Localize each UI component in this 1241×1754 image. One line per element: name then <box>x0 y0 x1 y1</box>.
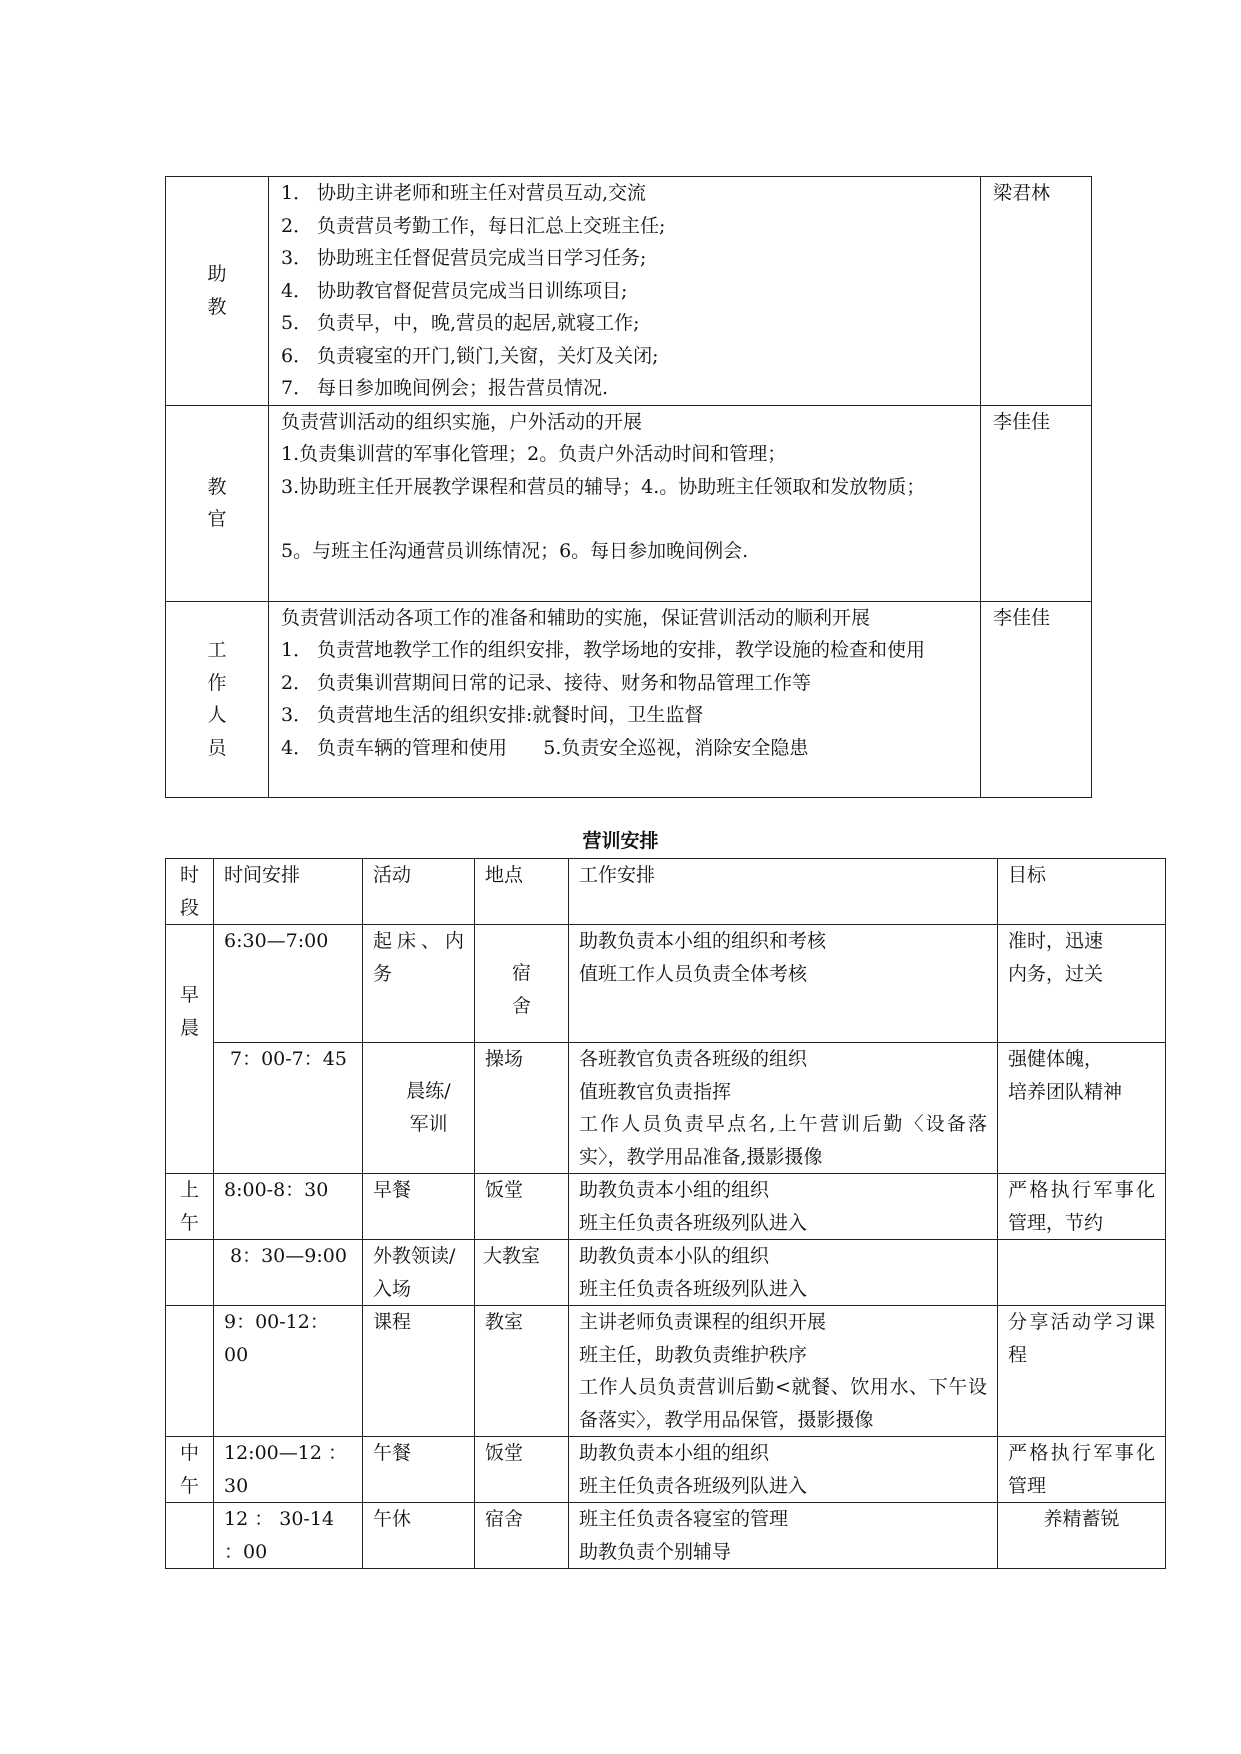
duty-line: 6． 负责寝室的开门,锁门,关窗，关灯及关闭; <box>281 344 659 367</box>
place-cell: 教室 <box>475 1306 569 1437</box>
period-cell: 早 晨 <box>166 925 214 1174</box>
period-cell <box>166 1306 214 1437</box>
activity-cell: 晨练/ 军训 <box>363 1043 475 1174</box>
duty-line: 1.负责集训营的军事化管理；2。负责户外活动时间和管理； <box>281 443 787 465</box>
schedule-row <box>166 1503 1166 1569</box>
schedule-row <box>166 1240 1166 1306</box>
header-work: 工作安排 <box>569 859 998 925</box>
work-cell: 助教负责本小队的组织 班主任负责各班级列队进入 <box>569 1240 998 1306</box>
person-name: 梁君林 <box>981 177 1092 406</box>
duty-line: 3． 负责营地生活的组织安排:就餐时间，卫生监督 <box>281 704 704 726</box>
work-cell: 各班教官负责各班级的组织 值班教官负责指挥 工作人员负责早点名,上午营训后勤〈设备落实〉，教学用品准备,摄影摄像 <box>569 1043 998 1174</box>
time-cell: 6:30—7:00 <box>214 925 363 1043</box>
goal-cell: 严格执行军事化管理，节约 <box>998 1174 1166 1240</box>
work-cell: 助教负责本小组的组织和考核 值班工作人员负责全体考核 <box>569 925 998 1043</box>
roles-table <box>165 176 1092 798</box>
duties-cell <box>269 177 981 406</box>
duty-line: 5． 负责早，中，晚,营员的起居,就寝工作; <box>281 312 640 334</box>
work-cell: 助教负责本小组的组织 班主任负责各班级列队进入 <box>569 1437 998 1503</box>
period-cell: 上 午 <box>166 1174 214 1240</box>
schedule-header-row <box>166 859 1166 925</box>
time-cell: 12 ： 30-14 ：00 <box>214 1503 363 1569</box>
duty-line: 4． 负责车辆的管理和使用 5.负责安全巡视，消除安全隐患 <box>281 736 809 759</box>
goal-cell <box>998 1240 1166 1306</box>
activity-cell: 起床、内务 <box>363 925 475 1043</box>
place-cell: 操场 <box>475 1043 569 1174</box>
goal-cell: 准时，迅速 内务，过关 <box>998 925 1166 1043</box>
header-activity: 活动 <box>363 859 475 925</box>
work-cell: 主讲老师负责课程的组织开展 班主任，助教负责维护秩序 工作人员负责营训后勤<就餐、饮用水、下午设备落实〉，教学用品保管，摄影摄像 <box>569 1306 998 1437</box>
place-cell: 宿舍 <box>475 1503 569 1569</box>
duties-cell <box>269 405 981 601</box>
work-cell: 班主任负责各寝室的管理 助教负责个别辅导 <box>569 1503 998 1569</box>
duty-line: 3.协助班主任开展教学课程和营员的辅导；4.。协助班主任领取和发放物质； <box>281 475 926 498</box>
duty-intro: 负责营训活动的组织实施，户外活动的开展 <box>281 410 643 433</box>
role-cell: 工 作 人 员 <box>166 601 269 797</box>
person-name: 李佳佳 <box>981 601 1092 797</box>
activity-cell: 午餐 <box>363 1437 475 1503</box>
place-cell: 饭堂 <box>475 1174 569 1240</box>
header-period: 时 段 <box>166 859 214 925</box>
duties-cell <box>269 601 981 797</box>
schedule-table <box>165 858 1166 1569</box>
goal-cell: 严格执行军事化管理 <box>998 1437 1166 1503</box>
period-cell <box>166 1240 214 1306</box>
place-cell: 宿 舍 <box>475 925 569 1043</box>
duty-line: 5。与班主任沟通营员训练情况；6。每日参加晚间例会. <box>281 540 749 562</box>
place-cell: 大教室 <box>475 1240 569 1306</box>
header-goal: 目标 <box>998 859 1166 925</box>
work-cell: 助教负责本小组的组织 班主任负责各班级列队进入 <box>569 1174 998 1240</box>
blank-line <box>281 503 972 535</box>
header-place: 地点 <box>475 859 569 925</box>
period-cell: 中 午 <box>166 1437 214 1503</box>
period-cell <box>166 1503 214 1569</box>
role-row-assistant <box>166 177 1092 406</box>
time-cell: 9：00-12：00 <box>214 1306 363 1437</box>
schedule-title: 营训安排 <box>582 830 659 852</box>
duty-line: 7． 每日参加晚间例会；报告营员情况. <box>281 377 609 399</box>
activity-cell: 外教领读/入场 <box>363 1240 475 1306</box>
time-cell: 7：00-7：45 <box>214 1043 363 1174</box>
duty-line: 1． 协助主讲老师和班主任对营员互动,交流 <box>281 182 647 204</box>
duty-line: 1． 负责营地教学工作的组织安排，教学场地的安排，教学设施的检查和使用 <box>281 639 926 661</box>
schedule-row <box>166 1174 1166 1240</box>
schedule-row <box>166 1306 1166 1437</box>
schedule-row <box>166 1437 1166 1503</box>
goal-cell: 强健体魄， 培养团队精神 <box>998 1043 1166 1174</box>
schedule-row <box>166 925 1166 1043</box>
duty-line: 2． 负责集训营期间日常的记录、接待、财务和物品管理工作等 <box>281 671 812 694</box>
duty-line: 3． 协助班主任督促营员完成当日学习任务; <box>281 247 647 269</box>
time-cell: 8：30—9:00 <box>214 1240 363 1306</box>
duty-line: 2． 负责营员考勤工作，每日汇总上交班主任; <box>281 214 666 237</box>
person-name: 李佳佳 <box>981 405 1092 601</box>
role-row-instructor <box>166 405 1092 601</box>
place-cell: 饭堂 <box>475 1437 569 1503</box>
duty-intro: 负责营训活动各项工作的准备和辅助的实施，保证营训活动的顺利开展 <box>281 606 871 629</box>
goal-cell: 分享活动学习课程 <box>998 1306 1166 1437</box>
time-cell: 8:00-8：30 <box>214 1174 363 1240</box>
goal-cell: 养精蓄锐 <box>998 1503 1166 1569</box>
role-row-staff <box>166 601 1092 797</box>
schedule-row <box>166 1043 1166 1174</box>
duty-line: 4． 协助教官督促营员完成当日训练项目; <box>281 279 628 302</box>
time-cell: 12:00—12 ：30 <box>214 1437 363 1503</box>
activity-cell: 午休 <box>363 1503 475 1569</box>
role-cell: 教 官 <box>166 405 269 601</box>
role-cell: 助 教 <box>166 177 269 406</box>
activity-cell: 课程 <box>363 1306 475 1437</box>
header-time: 时间安排 <box>214 859 363 925</box>
activity-cell: 早餐 <box>363 1174 475 1240</box>
